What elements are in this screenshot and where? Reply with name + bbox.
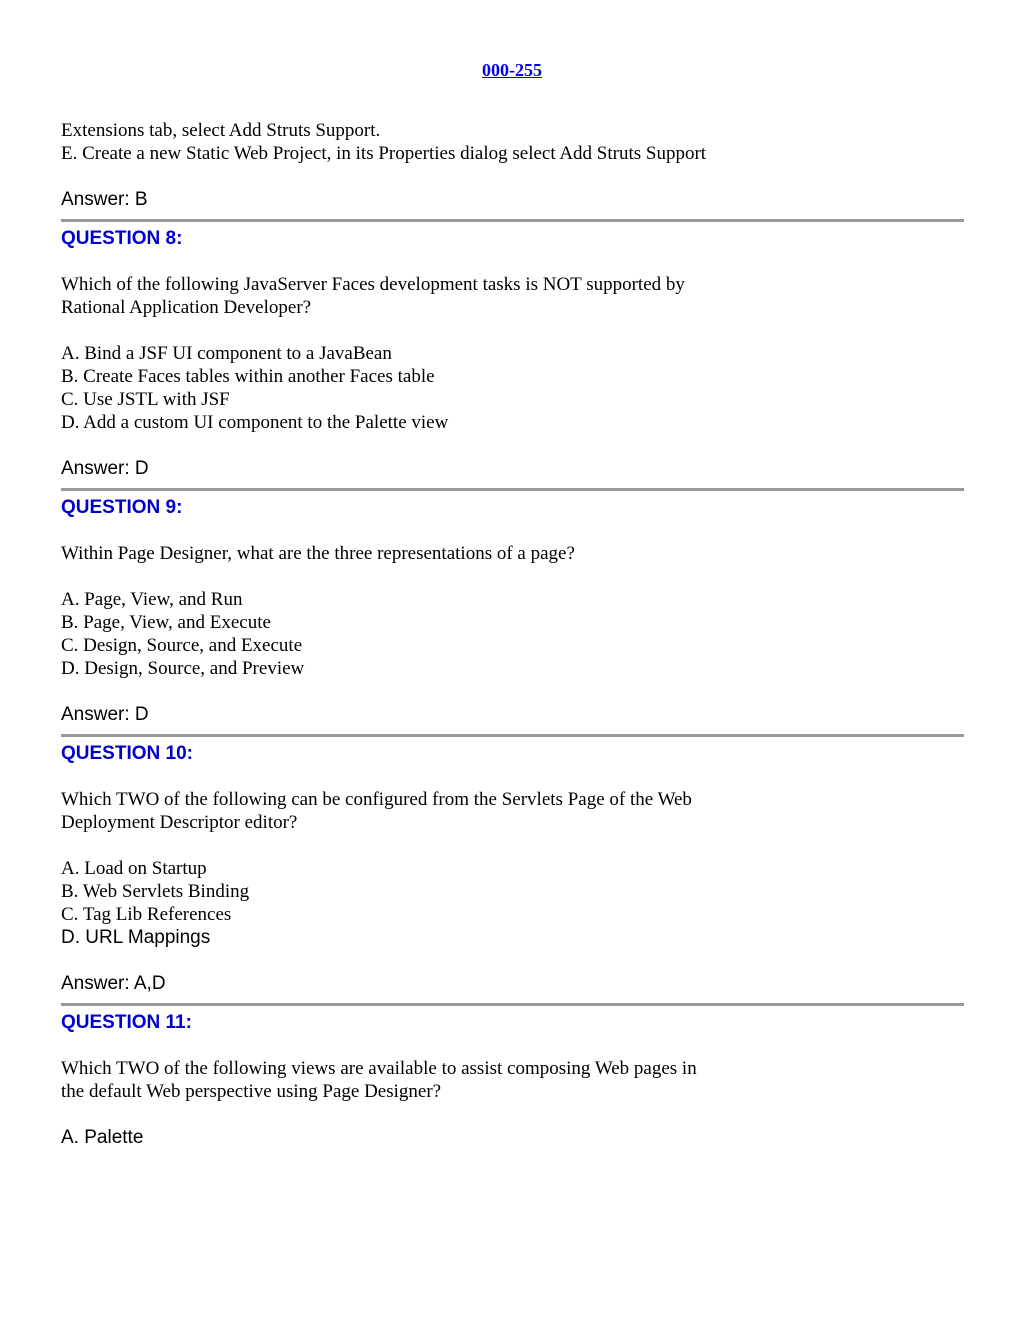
answer-option: D. Add a custom UI component to the Palette view: [61, 412, 449, 433]
question-text: Which TWO of the following can be configured from the Servlets Page of the Web: [61, 789, 692, 810]
answer-option: C. Tag Lib References: [61, 904, 232, 925]
answer-option: B. Create Faces tables within another Faces table: [61, 366, 435, 387]
answer-option: B. Web Servlets Binding: [61, 881, 250, 902]
question-heading: QUESTION 9:: [61, 497, 183, 518]
question-heading: QUESTION 11:: [61, 1012, 192, 1033]
answer-option: A. Page, View, and Run: [61, 589, 243, 610]
answer-text: Answer: B: [61, 189, 148, 210]
answer-option: A. Load on Startup: [61, 858, 207, 879]
answer-option: C. Use JSTL with JSF: [61, 389, 230, 410]
continuation-line: E. Create a new Static Web Project, in its Properties dialog select Add Struts Support: [61, 143, 707, 164]
question-text: Deployment Descriptor editor?: [61, 812, 298, 833]
question-text: Which of the following JavaServer Faces development tasks is NOT supported by: [61, 274, 685, 295]
document-body: [61, 119, 964, 1149]
answer-option: B. Page, View, and Execute: [61, 612, 271, 633]
answer-text: Answer: D: [61, 704, 149, 725]
answer-option: A. Palette: [61, 1127, 144, 1148]
answer-option: A. Bind a JSF UI component to a JavaBean: [61, 343, 392, 364]
answer-option: D. URL Mappings: [61, 927, 211, 948]
answer-option: C. Design, Source, and Execute: [61, 635, 303, 656]
answer-text: Answer: A,D: [61, 973, 166, 994]
question-text: Within Page Designer, what are the three representations of a page?: [61, 543, 575, 564]
question-text: Rational Application Developer?: [61, 297, 312, 318]
question-heading: QUESTION 8:: [61, 228, 183, 249]
answer-option: D. Design, Source, and Preview: [61, 658, 305, 679]
question-heading: QUESTION 10:: [61, 743, 193, 764]
question-text: Which TWO of the following views are available to assist composing Web pages in: [61, 1058, 697, 1079]
answer-text: Answer: D: [61, 458, 149, 479]
page-code-link[interactable]: 000-255: [482, 60, 542, 80]
question-text: the default Web perspective using Page Designer?: [61, 1081, 442, 1102]
continuation-line: Extensions tab, select Add Struts Support.: [61, 120, 381, 141]
